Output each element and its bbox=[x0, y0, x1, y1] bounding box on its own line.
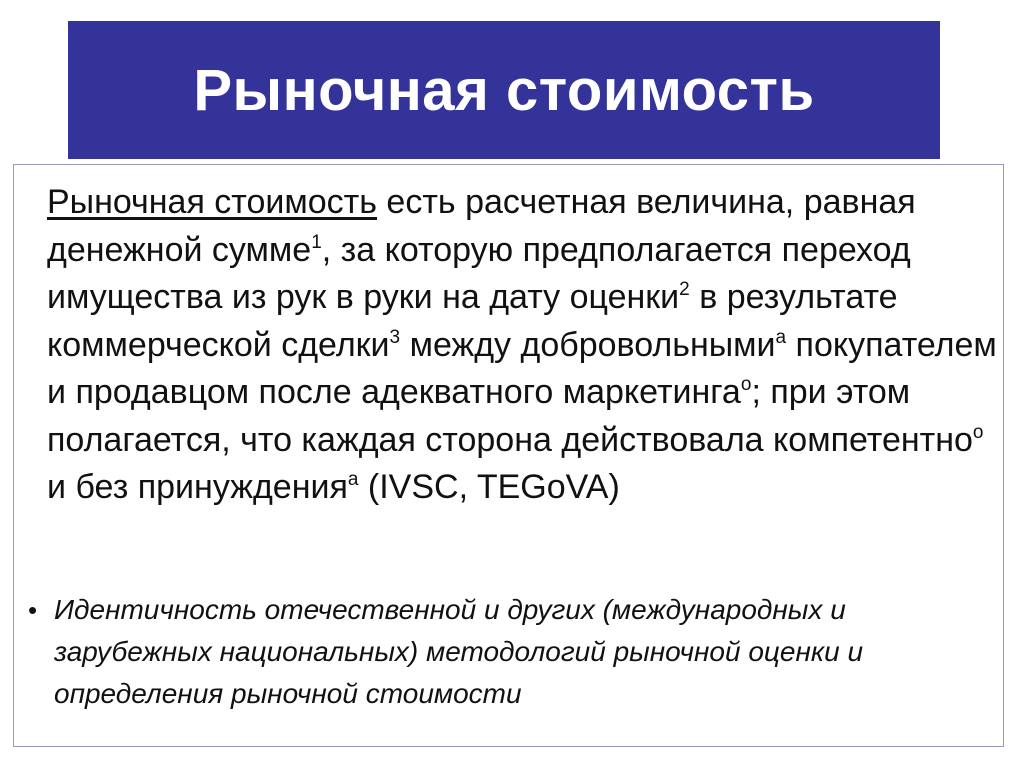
definition-text: ; при этом полагается, что каждая сторона действовала компетентно bbox=[47, 373, 973, 459]
footnote-mark: o bbox=[740, 374, 752, 395]
footnote-mark: 3 bbox=[389, 326, 401, 348]
footnote-mark: o bbox=[972, 421, 984, 443]
definition-text: есть расчетная величина, равная денежной сумме bbox=[47, 183, 916, 269]
definition-text: (IVSC, TEGoVA) bbox=[358, 468, 620, 506]
slide-title: Рыночная стоимость bbox=[193, 57, 815, 123]
definition-text: покупателем и продавцом после адекватного маркетинга bbox=[47, 325, 997, 411]
definition-text: между добровольными bbox=[400, 325, 776, 364]
footnote-mark: a bbox=[775, 326, 787, 348]
footnote-mark: a bbox=[347, 469, 359, 490]
footnote-mark: 1 bbox=[311, 231, 322, 253]
bullet-marker: • bbox=[28, 595, 38, 625]
defined-term: Рыночная стоимость bbox=[47, 183, 377, 221]
definition-text: в результате коммерческой сделки bbox=[47, 278, 898, 364]
bullet-item bbox=[28, 589, 1000, 715]
content-box bbox=[13, 164, 1004, 747]
title-bar bbox=[68, 21, 940, 159]
footnote-mark: 2 bbox=[679, 279, 690, 300]
definition-text: , за которую предполагается переход имущества из рук в руки на дату оценки bbox=[47, 230, 911, 316]
definition-paragraph bbox=[47, 179, 997, 512]
definition-text: и без принуждения bbox=[47, 468, 348, 506]
bullet-text: Идентичность отечественной и других (международных и зарубежных национальных) методологий рыночной оценки и определения рыночной стоимости bbox=[54, 594, 864, 709]
